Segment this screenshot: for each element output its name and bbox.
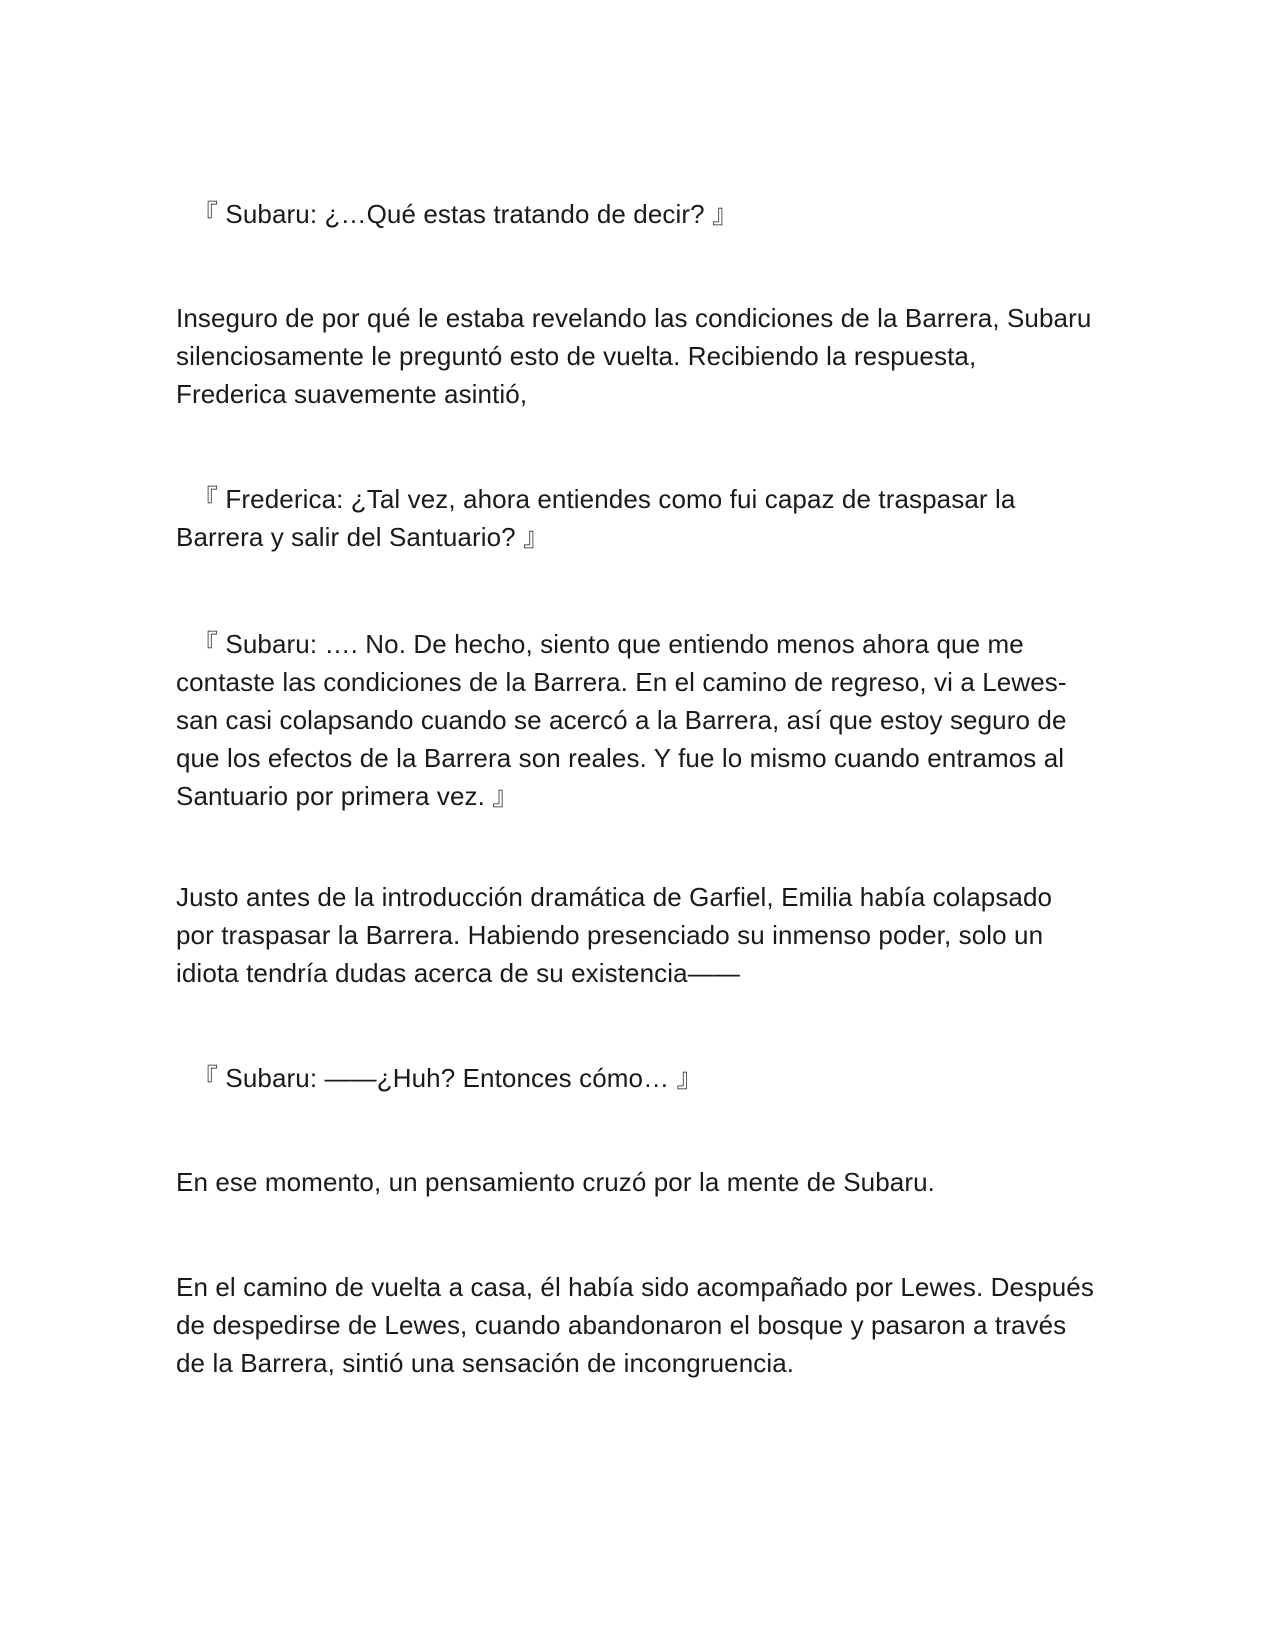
- dialogue-paragraph: [176, 480, 1106, 556]
- text-line: silenciosamente le preguntó esto de vuelta. Recibiendo la respuesta,: [176, 341, 977, 371]
- text-line: Frederica suavemente asintió,: [176, 379, 528, 409]
- narration-paragraph: [176, 878, 1106, 992]
- narration-paragraph: [176, 299, 1106, 413]
- text-line: san casi colapsando cuando se acercó a la Barrera, así que estoy seguro de: [176, 705, 1067, 735]
- narration-paragraph: [176, 1268, 1106, 1382]
- text-line: 『 Frederica: ¿Tal vez, ahora entiendes como fui capaz de traspasar la: [192, 484, 1016, 514]
- dialogue-paragraph: [176, 195, 1106, 233]
- text-line: En el camino de vuelta a casa, él había sido acompañado por Lewes. Después: [176, 1272, 1094, 1302]
- text-line: Santuario por primera vez. 』: [176, 781, 519, 811]
- text-line: por traspasar la Barrera. Habiendo presenciado su inmenso poder, solo un: [176, 920, 1044, 950]
- text-line: 『 Subaru: …. No. De hecho, siento que entiendo menos ahora que me: [192, 629, 1024, 659]
- dialogue-paragraph: [176, 625, 1106, 815]
- text-line: En ese momento, un pensamiento cruzó por la mente de Subaru.: [176, 1167, 935, 1197]
- text-line: 『 Subaru: ——¿Huh? Entonces cómo… 』: [192, 1063, 703, 1093]
- text-line: contaste las condiciones de la Barrera. En el camino de regreso, vi a Lewes-: [176, 667, 1067, 697]
- text-line: que los efectos de la Barrera son reales. Y fue lo mismo cuando entramos al: [176, 743, 1065, 773]
- text-line: Justo antes de la introducción dramática de Garfiel, Emilia había colapsado: [176, 882, 1053, 912]
- text-line: de la Barrera, sintió una sensación de incongruencia.: [176, 1348, 795, 1378]
- narration-paragraph: [176, 1163, 1106, 1201]
- text-line: Barrera y salir del Santuario? 』: [176, 522, 550, 552]
- dialogue-paragraph: [176, 1059, 1106, 1097]
- text-line: idiota tendría dudas acerca de su existencia——: [176, 958, 740, 988]
- text-line: Inseguro de por qué le estaba revelando las condiciones de la Barrera, Subaru: [176, 303, 1092, 333]
- text-line: 『 Subaru: ¿…Qué estas tratando de decir? 』: [192, 199, 739, 229]
- text-line: de despedirse de Lewes, cuando abandonaron el bosque y pasaron a través: [176, 1310, 1067, 1340]
